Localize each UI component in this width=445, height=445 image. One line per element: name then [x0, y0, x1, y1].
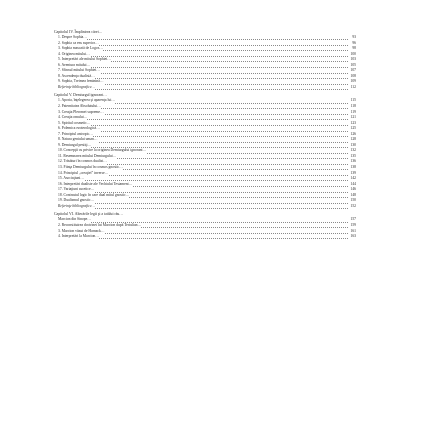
toc-page-number: 139	[348, 171, 356, 177]
toc-entry-label: 1. Despre Sophia…	[54, 35, 87, 41]
toc-entry-label: 2. Sophia ca ens superior…	[54, 41, 99, 47]
toc-entry-label: 3. Creaţia Pleromei supreme…	[54, 110, 104, 116]
toc-page-number: 126	[348, 132, 356, 138]
toc-page-number: 107	[348, 68, 356, 74]
toc-page-number: 142	[348, 176, 356, 182]
dot-leader	[58, 104, 348, 109]
toc-page-number: 105	[348, 63, 356, 69]
toc-entry-label: 15. Asociaţiuni…	[54, 176, 84, 182]
toc-page-number: 161	[348, 229, 356, 235]
toc-entry-label: 4. Interpretări la Marcion…	[54, 234, 99, 240]
table-of-contents	[54, 29, 356, 242]
dot-leader	[58, 187, 348, 192]
toc-page-number: 152	[348, 204, 356, 210]
toc-entry-label: Referinţe bibliografice…	[54, 204, 95, 210]
toc-entry-label: 3. Sophia mascată de Logos…	[54, 46, 103, 52]
toc-entry-label: 16. Interpretări dualiste ale Vechiului Testament…	[54, 182, 132, 188]
toc-bibliography-entry	[54, 85, 356, 91]
toc-entry-label: 1. Aporia, înţelegerea şi aparenţa lui…	[54, 98, 115, 104]
toc-page-number: 112	[348, 85, 356, 91]
toc-page-number: 93	[348, 35, 356, 41]
toc-entry-label: 5. Spiritul cosmetic…	[54, 121, 90, 127]
toc-page-number: 132	[348, 148, 356, 154]
dot-leader	[58, 198, 348, 203]
toc-entry-label: 6. Polemica ezoterologică…	[54, 126, 100, 132]
toc-entry-label: 18. Contrastul logic în care dual mitul gnostic…	[54, 193, 129, 199]
toc-entry-label: 13. Fiinţa Demiurgului în cosmos gnostic…	[54, 165, 123, 171]
toc-entry-label: 11. Resemnarea mitului Demiurgului…	[54, 154, 116, 160]
dot-leader	[58, 126, 348, 131]
dot-leader	[58, 74, 348, 79]
toc-page-number: 138	[348, 165, 356, 171]
dot-leader	[58, 132, 348, 137]
dot-leader	[58, 217, 348, 222]
toc-entry-label: 6. Aventura mitului…	[54, 63, 90, 69]
dot-leader	[58, 115, 348, 120]
chapter-heading: Capitolul IV. Împlinirea cărei…	[54, 30, 103, 34]
toc-entry-label: 7. Principiul antropic…	[54, 132, 93, 138]
dot-leader	[58, 52, 348, 57]
toc-entry-label: 8. Ascendenţa dualistă…	[54, 74, 95, 80]
dot-leader	[58, 176, 348, 181]
toc-entry-label: 10. Concepţii cu privire la originea Demiurgului ignorant…	[54, 148, 146, 154]
dot-leader	[58, 204, 348, 209]
toc-entry	[54, 234, 356, 240]
toc-page-number: 100	[348, 52, 356, 58]
toc-page-number: 121	[348, 115, 356, 121]
dot-leader	[58, 41, 348, 46]
toc-page-number: 150	[348, 198, 356, 204]
chapter-spacer	[54, 240, 356, 242]
dot-leader	[58, 85, 348, 90]
toc-page-number: 146	[348, 187, 356, 193]
dot-leader	[58, 234, 348, 239]
toc-page-number: 130	[348, 143, 356, 149]
toc-page-number: 144	[348, 182, 356, 188]
toc-page-number: 98	[348, 46, 356, 52]
dot-leader	[58, 68, 348, 73]
toc-entry-label: 4. Creaţia omului…	[54, 115, 87, 121]
toc-page-number: 135	[348, 154, 356, 160]
toc-entry-label: 2. Reconstituirea doctrinei lui Marcion după Tertulian…	[54, 223, 141, 229]
toc-page-number: 103	[348, 57, 356, 63]
toc-page-number: 118	[348, 104, 356, 110]
dot-leader	[58, 137, 348, 142]
toc-entry-label: 19. Dualismul gnostic…	[54, 198, 94, 204]
chapter-heading: Capitolul VI. Alterările legii şi a tatălui rău…	[54, 212, 124, 217]
toc-entry-label: 8. Natura geniului uman…	[54, 137, 98, 143]
dot-leader	[58, 121, 348, 126]
toc-entry-label: Marcion din Sinope…	[54, 217, 91, 223]
dot-leader	[58, 143, 348, 148]
toc-entry-label: 12. Trăsături în cosmos dualist…	[54, 159, 107, 165]
toc-entry-label: 5. Interpretări ale mitului Sophiei…	[54, 57, 111, 63]
dot-leader	[58, 63, 348, 68]
chapter-heading: Capitolul V. Demiurgul ignorant…	[54, 93, 107, 98]
toc-page-number: 115	[348, 98, 356, 104]
dot-leader	[58, 35, 348, 40]
toc-entry-label: 17. Variaţiuni ascetice…	[54, 187, 94, 193]
toc-page-number: 109	[348, 79, 356, 85]
toc-page-number: 123	[348, 121, 356, 127]
toc-entry-label: Referinţe bibliografice…	[54, 85, 95, 91]
toc-page-number: 96	[348, 41, 356, 47]
toc-page-number: 128	[348, 137, 356, 143]
toc-bibliography-entry	[54, 204, 356, 210]
toc-page-number: 108	[348, 74, 356, 80]
toc-entry-label: 9. Demiurgul pestiţi…	[54, 143, 91, 149]
toc-page-number: 159	[348, 223, 356, 229]
toc-entry-label: 14. Principiul „creaţiei” inverse…	[54, 171, 108, 177]
toc-entry-label: 4. Originea mitului…	[54, 52, 90, 58]
toc-page-number: 136	[348, 159, 356, 165]
toc-entry-label: 7. Sfinxul mitului Sophiei…	[54, 68, 100, 74]
toc-entry-label: 3. Marcion văzut de Harnack…	[54, 229, 105, 235]
toc-entry-label: 9. Sophia, Treimea feminină…	[54, 79, 104, 85]
toc-page-number: 163	[348, 234, 356, 240]
toc-page-number: 119	[348, 110, 356, 116]
toc-page-number: 157	[348, 217, 356, 223]
toc-page-number: 125	[348, 126, 356, 132]
toc-entry-label: 2. Paternitatea Absolutului…	[54, 104, 101, 110]
toc-page-number: 148	[348, 193, 356, 199]
